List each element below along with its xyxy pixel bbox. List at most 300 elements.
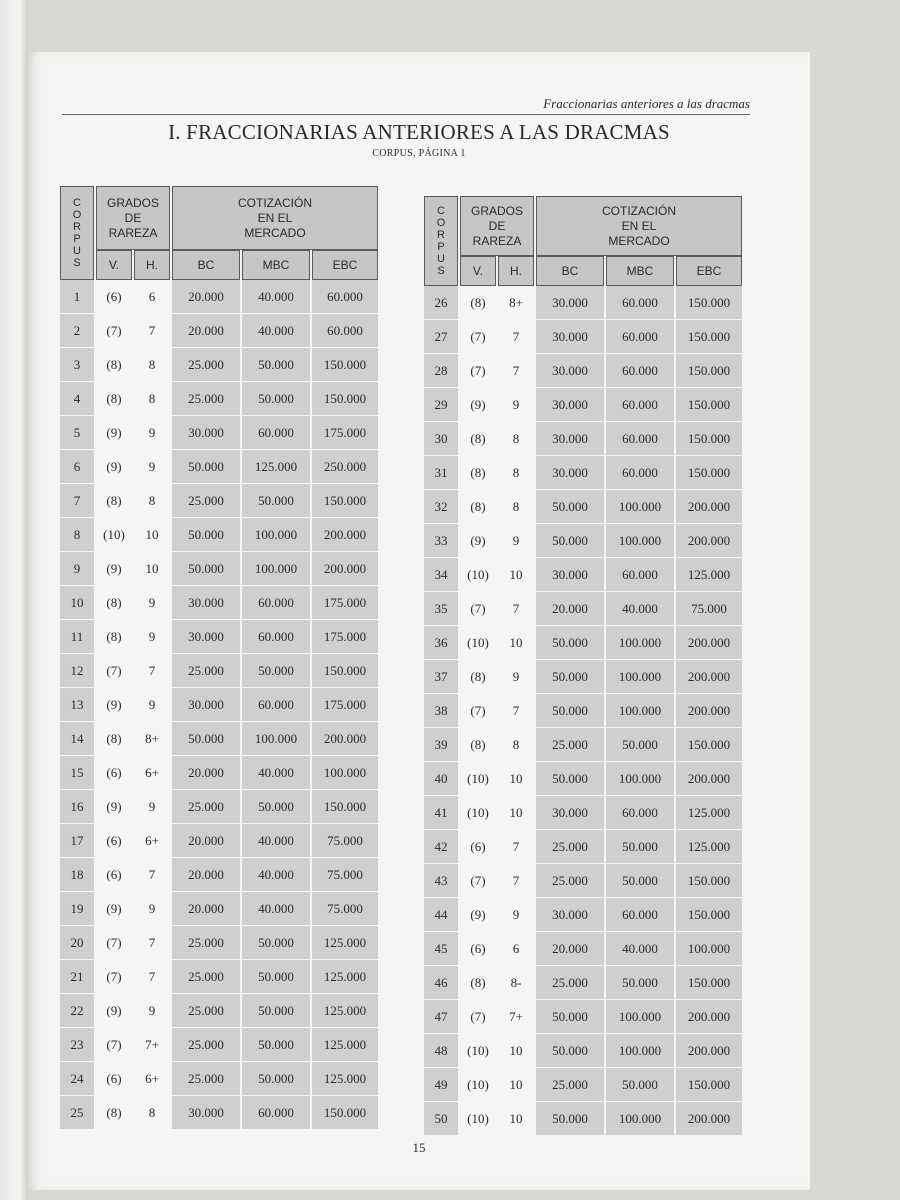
- mbc-cell: 100.000: [606, 660, 674, 694]
- corpus-table-left: [58, 186, 380, 1130]
- mbc-cell: 50.000: [606, 728, 674, 762]
- bc-cell: 50.000: [536, 490, 604, 524]
- h-cell: 7: [134, 960, 170, 994]
- bc-cell: 30.000: [536, 796, 604, 830]
- bc-cell: 30.000: [536, 898, 604, 932]
- ebc-cell: 175.000: [312, 586, 378, 620]
- ebc-cell: 200.000: [676, 1102, 742, 1136]
- bc-cell: 25.000: [172, 484, 240, 518]
- v-cell: (6): [96, 280, 132, 314]
- ebc-cell: 150.000: [676, 286, 742, 320]
- mbc-cell: 100.000: [606, 490, 674, 524]
- bc-cell: 50.000: [172, 450, 240, 484]
- mbc-cell: 60.000: [242, 416, 310, 450]
- bc-cell: 20.000: [172, 756, 240, 790]
- bc-cell: 25.000: [172, 382, 240, 416]
- v-cell: (6): [96, 824, 132, 858]
- table-row: [60, 824, 378, 858]
- mbc-cell: 100.000: [606, 694, 674, 728]
- bc-cell: 50.000: [536, 524, 604, 558]
- bc-cell: 25.000: [172, 1062, 240, 1096]
- mbc-cell: 60.000: [242, 620, 310, 654]
- bc-cell: 50.000: [536, 694, 604, 728]
- h-cell: 8: [134, 348, 170, 382]
- bc-cell: 30.000: [172, 620, 240, 654]
- corpus-cell: 36: [424, 626, 458, 660]
- table-row: [60, 960, 378, 994]
- h-cell: 9: [134, 450, 170, 484]
- bc-header: BC: [172, 250, 240, 280]
- v-cell: (6): [460, 830, 496, 864]
- ebc-cell: 150.000: [312, 382, 378, 416]
- h-cell: 10: [498, 1034, 534, 1068]
- mbc-cell: 40.000: [606, 932, 674, 966]
- mbc-cell: 50.000: [242, 790, 310, 824]
- table-row: [60, 484, 378, 518]
- bc-cell: 20.000: [172, 824, 240, 858]
- v-cell: (9): [96, 688, 132, 722]
- ebc-cell: 200.000: [676, 762, 742, 796]
- mbc-cell: 60.000: [606, 320, 674, 354]
- v-cell: (7): [460, 1000, 496, 1034]
- mbc-cell: 100.000: [606, 1102, 674, 1136]
- corpus-cell: 47: [424, 1000, 458, 1034]
- ebc-cell: 200.000: [676, 694, 742, 728]
- v-cell: (7): [96, 926, 132, 960]
- ebc-header: EBC: [676, 256, 742, 286]
- mbc-cell: 50.000: [242, 1062, 310, 1096]
- v-cell: (10): [460, 626, 496, 660]
- h-cell: 8: [134, 382, 170, 416]
- ebc-cell: 250.000: [312, 450, 378, 484]
- mbc-cell: 60.000: [242, 688, 310, 722]
- bc-cell: 20.000: [172, 858, 240, 892]
- ebc-header: EBC: [312, 250, 378, 280]
- bc-cell: 25.000: [536, 966, 604, 1000]
- bc-cell: 50.000: [536, 626, 604, 660]
- mbc-cell: 50.000: [242, 926, 310, 960]
- ebc-cell: 60.000: [312, 314, 378, 348]
- h-cell: 9: [134, 586, 170, 620]
- ebc-cell: 200.000: [676, 626, 742, 660]
- h-cell: 9: [498, 660, 534, 694]
- bc-cell: 50.000: [536, 1000, 604, 1034]
- v-cell: (10): [460, 1068, 496, 1102]
- v-cell: (9): [460, 898, 496, 932]
- h-cell: 10: [498, 626, 534, 660]
- v-cell: (9): [460, 388, 496, 422]
- corpus-cell: 27: [424, 320, 458, 354]
- mbc-cell: 60.000: [606, 796, 674, 830]
- corpus-cell: 38: [424, 694, 458, 728]
- ebc-cell: 150.000: [312, 348, 378, 382]
- v-cell: (9): [96, 892, 132, 926]
- bc-cell: 25.000: [172, 1028, 240, 1062]
- h-cell: 7: [134, 314, 170, 348]
- corpus-cell: 37: [424, 660, 458, 694]
- v-cell: (10): [96, 518, 132, 552]
- corpus-cell: 25: [60, 1096, 94, 1130]
- bc-cell: 25.000: [536, 830, 604, 864]
- table-row: [424, 286, 742, 320]
- h-cell: 10: [498, 796, 534, 830]
- h-header: H.: [498, 256, 534, 286]
- table-row: [424, 694, 742, 728]
- h-cell: 6: [134, 280, 170, 314]
- h-cell: 8-: [498, 966, 534, 1000]
- h-cell: 7: [134, 654, 170, 688]
- mbc-cell: 60.000: [242, 586, 310, 620]
- corpus-cell: 9: [60, 552, 94, 586]
- v-cell: (7): [460, 354, 496, 388]
- bc-cell: 20.000: [172, 280, 240, 314]
- h-header: H.: [134, 250, 170, 280]
- corpus-cell: 12: [60, 654, 94, 688]
- bc-cell: 30.000: [536, 388, 604, 422]
- h-cell: 7: [498, 864, 534, 898]
- mbc-cell: 40.000: [242, 280, 310, 314]
- table-row: [60, 756, 378, 790]
- table-row: [60, 722, 378, 756]
- ebc-cell: 200.000: [676, 524, 742, 558]
- bc-cell: 30.000: [536, 558, 604, 592]
- table-row: [424, 1000, 742, 1034]
- mbc-cell: 40.000: [242, 756, 310, 790]
- table-row: [424, 966, 742, 1000]
- v-cell: (10): [460, 1034, 496, 1068]
- bc-cell: 50.000: [536, 1102, 604, 1136]
- page-title: I. FRACCIONARIAS ANTERIORES A LAS DRACMAS: [168, 120, 670, 144]
- h-cell: 8: [498, 422, 534, 456]
- mbc-cell: 50.000: [242, 994, 310, 1028]
- table-row: [424, 524, 742, 558]
- h-cell: 9: [134, 620, 170, 654]
- ebc-cell: 125.000: [312, 1028, 378, 1062]
- table-row: [424, 422, 742, 456]
- table-row: [60, 790, 378, 824]
- bc-cell: 50.000: [536, 660, 604, 694]
- ebc-cell: 200.000: [676, 1000, 742, 1034]
- h-cell: 10: [498, 558, 534, 592]
- mbc-cell: 100.000: [242, 552, 310, 586]
- corpus-cell: 18: [60, 858, 94, 892]
- corpus-cell: 6: [60, 450, 94, 484]
- h-cell: 7+: [498, 1000, 534, 1034]
- table-row: [424, 456, 742, 490]
- table-row: [60, 314, 378, 348]
- table-row: [424, 1068, 742, 1102]
- bc-cell: 30.000: [172, 416, 240, 450]
- ebc-cell: 175.000: [312, 620, 378, 654]
- ebc-cell: 175.000: [312, 416, 378, 450]
- v-cell: (8): [96, 484, 132, 518]
- bc-cell: 25.000: [172, 348, 240, 382]
- mbc-cell: 100.000: [242, 518, 310, 552]
- corpus-cell: 48: [424, 1034, 458, 1068]
- bc-cell: 30.000: [172, 586, 240, 620]
- table-row: [60, 1028, 378, 1062]
- v-cell: (8): [460, 966, 496, 1000]
- table-row: [424, 592, 742, 626]
- v-cell: (6): [96, 1062, 132, 1096]
- mbc-cell: 50.000: [242, 382, 310, 416]
- ebc-cell: 200.000: [676, 660, 742, 694]
- corpus-cell: 15: [60, 756, 94, 790]
- corpus-cell: 5: [60, 416, 94, 450]
- ebc-cell: 150.000: [676, 388, 742, 422]
- corpus-cell: 11: [60, 620, 94, 654]
- v-cell: (10): [460, 762, 496, 796]
- grados-rareza-header: GRADOS DE RAREZA: [460, 196, 534, 256]
- ebc-cell: 150.000: [676, 898, 742, 932]
- mbc-cell: 40.000: [606, 592, 674, 626]
- mbc-cell: 40.000: [242, 824, 310, 858]
- h-cell: 6+: [134, 824, 170, 858]
- ebc-cell: 150.000: [676, 320, 742, 354]
- h-cell: 9: [498, 524, 534, 558]
- mbc-cell: 50.000: [606, 864, 674, 898]
- h-cell: 9: [134, 416, 170, 450]
- table-row: [424, 558, 742, 592]
- table-row: [424, 660, 742, 694]
- h-cell: 9: [134, 892, 170, 926]
- bc-header: BC: [536, 256, 604, 286]
- ebc-cell: 100.000: [312, 756, 378, 790]
- corpus-cell: 32: [424, 490, 458, 524]
- h-cell: 8+: [134, 722, 170, 756]
- h-cell: 8: [498, 490, 534, 524]
- v-cell: (8): [96, 722, 132, 756]
- ebc-cell: 200.000: [312, 552, 378, 586]
- cotizacion-header: COTIZACIÓN EN EL MERCADO: [536, 196, 742, 256]
- bc-cell: 25.000: [172, 994, 240, 1028]
- table-row: [424, 898, 742, 932]
- corpus-cell: 30: [424, 422, 458, 456]
- h-cell: 7: [498, 354, 534, 388]
- corpus-cell: 23: [60, 1028, 94, 1062]
- table-row: [424, 1102, 742, 1136]
- ebc-cell: 200.000: [312, 722, 378, 756]
- table-row: [60, 552, 378, 586]
- table-row: [60, 518, 378, 552]
- corpus-cell: 8: [60, 518, 94, 552]
- corpus-cell: 19: [60, 892, 94, 926]
- h-cell: 9: [498, 898, 534, 932]
- bc-cell: 30.000: [536, 354, 604, 388]
- mbc-cell: 50.000: [606, 1068, 674, 1102]
- bc-cell: 20.000: [172, 314, 240, 348]
- mbc-cell: 60.000: [606, 898, 674, 932]
- bc-cell: 25.000: [172, 926, 240, 960]
- ebc-cell: 200.000: [676, 490, 742, 524]
- ebc-cell: 125.000: [312, 926, 378, 960]
- corpus-cell: 4: [60, 382, 94, 416]
- corpus-cell: 45: [424, 932, 458, 966]
- corpus-cell: 34: [424, 558, 458, 592]
- corpus-cell: 22: [60, 994, 94, 1028]
- h-cell: 6: [498, 932, 534, 966]
- h-cell: 7: [498, 320, 534, 354]
- corpus-cell: 40: [424, 762, 458, 796]
- corpus-cell: 33: [424, 524, 458, 558]
- corpus-cell: 3: [60, 348, 94, 382]
- corpus-cell: 39: [424, 728, 458, 762]
- table-row: [60, 586, 378, 620]
- v-cell: (7): [96, 960, 132, 994]
- ebc-cell: 125.000: [676, 796, 742, 830]
- mbc-cell: 100.000: [606, 626, 674, 660]
- ebc-cell: 150.000: [312, 1096, 378, 1130]
- corpus-cell: 2: [60, 314, 94, 348]
- bc-cell: 25.000: [172, 790, 240, 824]
- ebc-cell: 125.000: [676, 830, 742, 864]
- mbc-cell: 50.000: [242, 1028, 310, 1062]
- h-cell: 7: [498, 830, 534, 864]
- ebc-cell: 125.000: [676, 558, 742, 592]
- bc-cell: 50.000: [536, 1034, 604, 1068]
- h-cell: 9: [134, 994, 170, 1028]
- table-row: [424, 354, 742, 388]
- corpus-cell: 44: [424, 898, 458, 932]
- table-row: [60, 450, 378, 484]
- h-cell: 8: [498, 456, 534, 490]
- v-cell: (8): [460, 660, 496, 694]
- corpus-cell: 7: [60, 484, 94, 518]
- bc-cell: 20.000: [536, 932, 604, 966]
- page-subtitle: CORPUS, PÁGINA 1: [372, 148, 466, 159]
- h-cell: 10: [134, 552, 170, 586]
- v-cell: (7): [96, 654, 132, 688]
- table-row: [424, 728, 742, 762]
- corpus-cell: 42: [424, 830, 458, 864]
- book-page: [28, 52, 810, 1190]
- v-cell: (8): [96, 620, 132, 654]
- table-row: [60, 994, 378, 1028]
- table-row: [424, 490, 742, 524]
- h-cell: 8+: [498, 286, 534, 320]
- corpus-cell: 16: [60, 790, 94, 824]
- v-cell: (8): [460, 456, 496, 490]
- corpus-cell: 14: [60, 722, 94, 756]
- v-cell: (10): [460, 1102, 496, 1136]
- ebc-cell: 150.000: [676, 864, 742, 898]
- v-cell: (8): [96, 382, 132, 416]
- table-row: [60, 926, 378, 960]
- mbc-cell: 60.000: [606, 354, 674, 388]
- corpus-cell: 1: [60, 280, 94, 314]
- h-cell: 8: [498, 728, 534, 762]
- table-row: [60, 1062, 378, 1096]
- ebc-cell: 200.000: [312, 518, 378, 552]
- h-cell: 10: [134, 518, 170, 552]
- mbc-cell: 100.000: [606, 1000, 674, 1034]
- v-cell: (8): [460, 286, 496, 320]
- corpus-cell: 35: [424, 592, 458, 626]
- ebc-cell: 150.000: [312, 484, 378, 518]
- v-header: V.: [460, 256, 496, 286]
- table-row: [60, 620, 378, 654]
- corpus-cell: 21: [60, 960, 94, 994]
- v-cell: (7): [460, 592, 496, 626]
- v-cell: (10): [460, 558, 496, 592]
- h-cell: 9: [498, 388, 534, 422]
- v-cell: (6): [460, 932, 496, 966]
- corpus-cell: 24: [60, 1062, 94, 1096]
- v-cell: (8): [96, 348, 132, 382]
- corpus-cell: 29: [424, 388, 458, 422]
- bc-cell: 30.000: [172, 688, 240, 722]
- grados-rareza-header: GRADOS DE RAREZA: [96, 186, 170, 250]
- ebc-cell: 75.000: [676, 592, 742, 626]
- h-cell: 6+: [134, 756, 170, 790]
- corpus-table-right: [422, 196, 744, 1136]
- bc-cell: 30.000: [536, 320, 604, 354]
- bc-cell: 50.000: [172, 518, 240, 552]
- v-cell: (7): [460, 320, 496, 354]
- v-header: V.: [96, 250, 132, 280]
- v-cell: (7): [460, 864, 496, 898]
- corpus-table-left-body: [60, 280, 378, 1130]
- bc-cell: 50.000: [172, 722, 240, 756]
- h-cell: 7: [134, 858, 170, 892]
- v-cell: (7): [96, 314, 132, 348]
- v-cell: (10): [460, 796, 496, 830]
- v-cell: (9): [96, 416, 132, 450]
- v-cell: (9): [96, 552, 132, 586]
- ebc-cell: 100.000: [676, 932, 742, 966]
- corpus-cell: 20: [60, 926, 94, 960]
- h-cell: 9: [134, 790, 170, 824]
- bc-cell: 25.000: [172, 654, 240, 688]
- corpus-cell: 10: [60, 586, 94, 620]
- ebc-cell: 125.000: [312, 1062, 378, 1096]
- corpus-header: C O R P U S: [60, 186, 94, 280]
- bc-cell: 50.000: [172, 552, 240, 586]
- h-cell: 8: [134, 1096, 170, 1130]
- table-row: [424, 864, 742, 898]
- running-head: Fraccionarias anteriores a las dracmas: [62, 96, 750, 115]
- v-cell: (6): [96, 756, 132, 790]
- corpus-cell: 17: [60, 824, 94, 858]
- table-row: [424, 626, 742, 660]
- ebc-cell: 175.000: [312, 688, 378, 722]
- mbc-cell: 125.000: [242, 450, 310, 484]
- ebc-cell: 125.000: [312, 960, 378, 994]
- ebc-cell: 150.000: [676, 354, 742, 388]
- mbc-cell: 40.000: [242, 314, 310, 348]
- table-row: [60, 382, 378, 416]
- bc-cell: 50.000: [536, 762, 604, 796]
- ebc-cell: 150.000: [676, 966, 742, 1000]
- v-cell: (8): [96, 586, 132, 620]
- ebc-cell: 75.000: [312, 892, 378, 926]
- ebc-cell: 125.000: [312, 994, 378, 1028]
- mbc-cell: 50.000: [242, 484, 310, 518]
- bc-cell: 25.000: [536, 1068, 604, 1102]
- mbc-cell: 40.000: [242, 858, 310, 892]
- ebc-cell: 60.000: [312, 280, 378, 314]
- mbc-cell: 100.000: [242, 722, 310, 756]
- h-cell: 9: [134, 688, 170, 722]
- v-cell: (7): [96, 1028, 132, 1062]
- v-cell: (8): [460, 728, 496, 762]
- mbc-cell: 40.000: [242, 892, 310, 926]
- table-row: [60, 280, 378, 314]
- h-cell: 10: [498, 1068, 534, 1102]
- ebc-cell: 150.000: [676, 1068, 742, 1102]
- table-row: [424, 388, 742, 422]
- h-cell: 7: [498, 694, 534, 728]
